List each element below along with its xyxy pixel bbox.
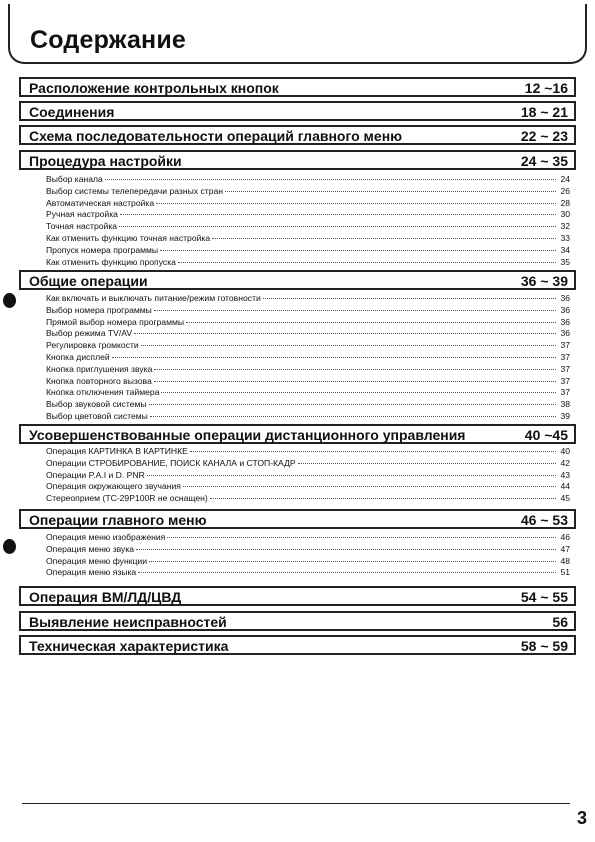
dot-leader [136, 549, 556, 550]
section-pages: 24 ~ 35 [520, 153, 568, 169]
toc-section-menu-flow[interactable] [19, 125, 576, 145]
toc-entry[interactable]: Автоматическая настройка 28 [46, 197, 570, 208]
dot-leader [183, 486, 556, 487]
dot-leader [138, 572, 556, 573]
toc-entry[interactable]: Выбор режима TV/AV 36 [46, 328, 570, 339]
toc-entry[interactable]: Операции СТРОБИРОВАНИЕ, ПОИСК КАНАЛА и СТОП-КАДР 42 [46, 457, 570, 468]
toc-entry[interactable]: Прямой выбор номера программы 36 [46, 316, 570, 327]
toc-entry[interactable]: Операция меню звука 47 [46, 543, 570, 554]
section-pages: 54 ~ 55 [520, 589, 568, 605]
toc-section-general-operations[interactable] [19, 270, 576, 290]
punch-hole-mark [3, 539, 16, 554]
toc-entry[interactable]: Кнопка отключения таймера 37 [46, 387, 570, 398]
toc-entry[interactable]: Кнопка повторного вызова 37 [46, 375, 570, 386]
dot-leader [154, 310, 556, 311]
toc-entry[interactable]: Как отменить функцию точная настройка 33 [46, 232, 570, 243]
toc-section-connections[interactable] [19, 101, 576, 121]
section-pages: 58 ~ 59 [520, 638, 568, 654]
dot-leader [120, 214, 556, 215]
toc-entry[interactable]: Как отменить функцию пропуска 35 [46, 256, 570, 267]
dot-leader [134, 333, 556, 334]
toc-entry[interactable]: Регулировка громкости 37 [46, 340, 570, 351]
dot-leader [105, 179, 556, 180]
dot-leader [149, 561, 556, 562]
toc-entry[interactable]: Операция меню изображения 46 [46, 532, 570, 542]
toc-section-control-buttons[interactable] [19, 77, 576, 97]
dot-leader [154, 369, 556, 370]
dot-leader [210, 498, 556, 499]
toc-entry[interactable]: Операция меню функции 48 [46, 555, 570, 566]
dot-leader [298, 463, 556, 464]
section-pages: 12 ~16 [524, 80, 568, 96]
section-title: Расположение контрольных кнопок [29, 80, 279, 96]
toc-entry[interactable]: Выбор цветовой системы 39 [46, 410, 570, 421]
dot-leader [149, 404, 556, 405]
dot-leader [212, 238, 556, 239]
toc-entry[interactable]: Как включать и выключать питание/режим готовности 36 [46, 293, 570, 303]
tuning-entries [46, 174, 570, 268]
footer-divider [22, 803, 570, 804]
section-title: Процедура настройки [29, 153, 182, 169]
dot-leader [147, 475, 556, 476]
section-title: Техническая характеристика [29, 638, 229, 654]
section-title: Усовершенствованные операции дистанционного управления [29, 427, 466, 443]
toc-entry[interactable]: Кнопка дисплей 37 [46, 351, 570, 362]
section-title: Операции главного меню [29, 512, 207, 528]
section-pages: 36 ~ 39 [520, 273, 568, 289]
dot-leader [186, 322, 556, 323]
dot-leader [141, 345, 556, 346]
toc-section-main-menu-operations[interactable] [19, 509, 576, 529]
toc-entry[interactable]: Ручная настройка 30 [46, 209, 570, 220]
dot-leader [161, 392, 556, 393]
toc-entry[interactable]: Пропуск номера программы 34 [46, 244, 570, 255]
dot-leader [178, 262, 556, 263]
dot-leader [154, 381, 556, 382]
section-pages: 56 [552, 614, 568, 630]
toc-entry[interactable]: Кнопка приглушения звука 37 [46, 363, 570, 374]
toc-entry[interactable]: Точная настройка 32 [46, 221, 570, 232]
dot-leader [190, 451, 556, 452]
section-title: Общие операции [29, 273, 148, 289]
toc-entry[interactable]: Выбор системы телепередачи разных стран 26 [46, 185, 570, 196]
dot-leader [263, 298, 556, 299]
toc-section-vcr-ld-dvd[interactable] [19, 586, 576, 606]
general-operations-entries [46, 293, 570, 423]
toc-entry[interactable]: Операция меню языка 51 [46, 567, 570, 578]
dot-leader [160, 250, 556, 251]
page-title: Содержание [30, 26, 187, 54]
section-pages: 40 ~45 [524, 427, 568, 443]
dot-leader [167, 537, 556, 538]
toc-section-advanced-remote[interactable] [19, 424, 576, 444]
section-title: Операция ВМ/ЛД/ЦВД [29, 589, 182, 605]
main-menu-entries [46, 532, 570, 579]
section-pages: 18 ~ 21 [520, 104, 568, 120]
dot-leader [119, 226, 556, 227]
page-number: 3 [576, 808, 587, 828]
toc-section-tuning[interactable] [19, 150, 576, 170]
toc-entry[interactable]: Выбор канала 24 [46, 174, 570, 184]
toc-entry[interactable]: Выбор звуковой системы 38 [46, 399, 570, 410]
toc-entry[interactable]: Операция КАРТИНКА В КАРТИНКЕ 40 [46, 446, 570, 456]
section-title: Схема последовательности операций главного меню [29, 128, 403, 144]
toc-entry[interactable]: Выбор номера программы 36 [46, 304, 570, 315]
dot-leader [156, 203, 556, 204]
toc-section-troubleshooting[interactable] [19, 611, 576, 631]
section-pages: 46 ~ 53 [520, 512, 568, 528]
toc-entry[interactable]: Операция окружающего звучания 44 [46, 481, 570, 492]
dot-leader [225, 191, 556, 192]
toc-entry[interactable]: Операции P.A.I и D. PNR 43 [46, 469, 570, 480]
section-title: Соединения [29, 104, 115, 120]
section-pages: 22 ~ 23 [520, 128, 568, 144]
section-title: Выявление неисправностей [29, 614, 227, 630]
punch-hole-mark [3, 293, 16, 308]
toc-section-specifications[interactable] [19, 635, 576, 655]
dot-leader [150, 416, 556, 417]
dot-leader [112, 357, 556, 358]
advanced-remote-entries [46, 446, 570, 505]
toc-entry[interactable]: Стереоприем (ТС-29Р100R не оснащен) 45 [46, 493, 570, 504]
